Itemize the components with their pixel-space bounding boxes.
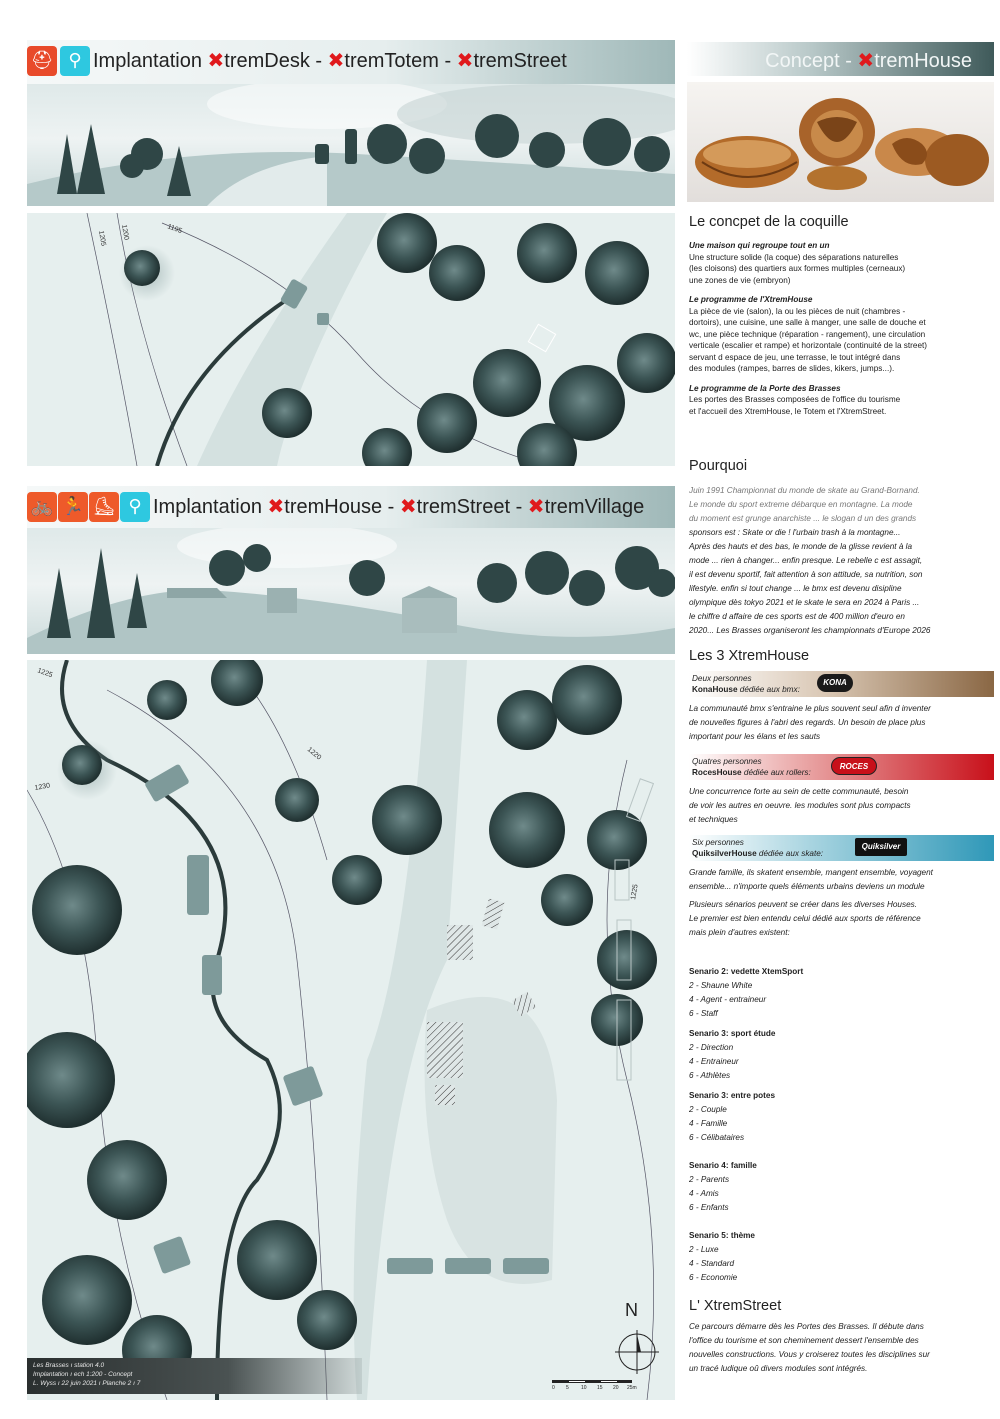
title-sep: - [382,496,400,518]
kona-text [689,702,994,744]
contour-label: 1225 [630,883,640,901]
text-line: l'office du tourisme et son cheminement dessert l'ensemble des [689,1336,919,1345]
scale-bar-graphic [552,1380,632,1383]
pourquoi-heading: Pourquoi [689,458,748,474]
text-line: Une concurrence forte au sein de cette communauté, besoin [689,787,909,796]
scenario-item: 2 - Shaune White [689,981,753,990]
text-line: mais plein d'autres existent: [689,928,790,937]
banner-title-2 [153,494,644,519]
hardhat-icon: ⛑ [27,46,57,76]
roces-band [689,754,994,780]
text-line: dortoirs), une cuisine, une salle à manger, une salle de douche et [689,318,926,327]
roces-text [689,785,994,827]
kona-dedication: dédiée aux bmx: [737,684,800,694]
title-item: tremTotem [344,50,439,72]
north-compass [615,1300,659,1380]
pourquoi-section [689,458,994,638]
scenario-item: 6 - Célibataires [689,1133,745,1142]
text-line: (les cloisons) des quartiers aux formes multiples (cerneaux) [689,264,906,273]
text-line: important pour les élans et les sauts [689,732,821,741]
title-prefix: Implantation [93,50,202,72]
scenario-item: 2 - Parents [689,1175,730,1184]
concept-banner [687,42,994,76]
section-elevation-2 [27,528,675,654]
scenario-title: Senario 2: vedette XtemSport [689,967,804,976]
scenario-block [689,1027,775,1083]
xtremhouse-section [689,648,994,940]
text-line: de nouvelles figures à l'abri des regards. Un besoin de place plus [689,718,926,727]
walnut-photo [687,82,994,202]
scale-label: 10 [581,1385,587,1391]
kona-persons: Deux personnes [692,674,752,683]
pourquoi-text [689,526,994,638]
concept-title [765,48,972,73]
text-line: Plusieurs sénarios peuvent se créer dans les diverses Houses. [689,900,917,909]
scenario-block [689,1159,757,1215]
title-sep: - [309,50,328,72]
plan-drawing-2 [27,660,675,1400]
scenario-item: 2 - Direction [689,1043,734,1052]
text-line: 2020... Les Brasses organiseront les championnats d'Europe 2026 [689,626,931,635]
contour-label: 1220 [305,746,323,762]
contour-label: 1205 [97,230,107,247]
x-mark: ✖ [527,494,545,518]
scenario-title: Senario 4: famille [689,1161,757,1170]
skater-icon: 🏃 [58,492,88,522]
x-mark: ✖ [399,494,417,518]
scenario-block [689,965,803,1021]
text-line: nouvelles constructions. Vous y croiserez toutes les disciplines sur [689,1350,930,1359]
text-line: La communauté bmx s'entraine le plus souvent seul afin d inventer [689,704,931,713]
text-line: Après des hauts et des bas, le monde de la glisse revient à la [689,542,913,551]
walnut-illustration [687,82,994,202]
x-mark: ✖ [267,494,285,518]
houses-heading: Les 3 XtremHouse [689,648,810,664]
elevation-drawing-2 [27,528,675,654]
text-line: verticale (escalier et rampe) et horizontale (continuité de la street) [689,341,928,350]
porte-subheading: Le programme de la Porte des Brasses [689,383,841,393]
x-mark: ✖ [327,48,345,72]
program-text [689,306,994,375]
text-line: Les portes des Brasses composées de l'office du tourisme [689,395,901,404]
text-line: de voir les autres en oeuvre. les modules sont plus compacts [689,801,911,810]
title-sep: - [510,496,528,518]
site-plan-2 [27,660,675,1400]
xtremstreet-section [689,1298,994,1376]
text-line: du moment est grunge anarchiste ... le slogan d un des grands [689,514,917,523]
text-line: des modules (rampes, barres de slides, kikers, jumps...). [689,364,895,373]
scenario-block [689,1229,755,1285]
scenario-item: 4 - Amis [689,1189,719,1198]
scenario-block [689,1089,775,1145]
shell-concept-section [689,214,994,417]
caption-line: Implantation ı ech 1:200 - Concept [33,1371,133,1378]
x-mark: ✖ [207,48,225,72]
scenario-item: 6 - Athlètes [689,1071,731,1080]
text-line: servant d espace de jeu, une terrasse, le tout intégré dans [689,352,901,362]
x-mark: ✖ [857,48,875,72]
scenario-item: 6 - Enfants [689,1203,729,1212]
quik-name: QuiksilverHouse [692,848,757,858]
scale-label: 15 [597,1385,603,1391]
porte-text [689,394,994,417]
scenario-title: Senario 5: thème [689,1231,755,1240]
title-prefix: Implantation [153,496,262,518]
bmx-icon: 🚲 [27,492,57,522]
text-line: mode ... rien à changer... enfin presque. Le rebelle c est assagit, [689,556,923,565]
quik-text [689,866,994,894]
caption-line: Les Brasses ı station 4.0 [33,1362,105,1369]
trees [119,213,675,466]
title-item: tremStreet [416,496,511,518]
shell-subheading: Une maison qui regroupe tout en un [689,241,830,250]
caption-line: L. Wyss ı 22 juin 2021 ı Planche 2 ı 7 [33,1380,141,1387]
concept-title-suffix: tremHouse [874,50,972,72]
scenario-item: 4 - Famille [689,1119,728,1128]
text-line: Ce parcours démarre dès les Portes des Brasses. Il débute dans [689,1322,924,1331]
scale-label: 0 [552,1385,555,1391]
x-mark: ✖ [456,48,474,72]
concept-title-prefix: Concept - [765,50,858,72]
scenario-item: 2 - Luxe [689,1245,719,1254]
title-item: tremVillage [544,496,645,518]
scale-bar [552,1380,642,1394]
contour-label: 1230 [34,782,51,792]
quik-dedication: dédiée aux skate: [756,848,824,858]
scenario-title: Senario 3: entre potes [689,1091,775,1100]
contour-label: 1200 [120,224,130,241]
north-label: N [625,1300,638,1320]
text-line: sponsors est : Skate or die ! l'urbain trash à la montagne... [689,528,901,537]
scale-label: 20 [613,1385,619,1391]
text-line: le chiffre d affaire de ces sports est de 400 million d'euro en [689,612,905,621]
roces-dedication: dédiée aux rollers: [741,767,811,777]
roces-logo: ROCES [831,757,877,775]
text-line: Le monde du sport extreme débarque en montagne. La mode [689,500,913,509]
scenario-item: 2 - Couple [689,1105,727,1114]
search-person-icon: ⚲ [120,492,150,522]
program-subheading: Le programme de l'XtremHouse [689,295,813,304]
contour-label: 1225 [36,667,54,680]
text-line: il est devenu sportif, fait attention à son attitude, sa nutrition, son [689,570,923,579]
elevation-drawing-1 [27,84,675,206]
kona-name: KonaHouse [692,684,738,694]
text-line: une zones de vie (embryon) [689,275,791,285]
roller-icon: ⛸ [89,492,119,522]
text-line: un tracé ludique oû divers modules sont intégrés. [689,1364,868,1373]
text-line: Le premier est bien entendu celui dédié aux sports de référence [689,914,921,923]
roces-name: RocesHouse [692,767,742,777]
text-line: wc, une pièce technique (réparation - rangement), une circulation [689,329,926,339]
roces-persons: Quatres personnes [692,757,762,766]
scenario-title: Senario 3: sport étude [689,1029,776,1038]
text-line: Juin 1991 Championnat du monde de skate au Grand-Bornand. [689,486,920,495]
scenario-item: 4 - Entraineur [689,1057,739,1066]
text-line: La pièce de vie (salon), la ou les pièces de nuit (chambres - [689,306,906,316]
text-line: Une structure solide (la coque) des séparations naturelles [689,252,899,262]
contour-label: 1195 [166,223,183,236]
section-elevation-1 [27,84,675,206]
search-person-icon: ⚲ [60,46,90,76]
text-line: olympique dès tokyo 2021 et le skate le sera en 2024 à Paris ... [689,598,920,607]
kona-band [689,671,994,697]
plan-drawing-1 [27,213,675,466]
scale-label: 25m [627,1385,637,1391]
scenario-item: 6 - Staff [689,1009,718,1018]
scenario-item: 4 - Agent - entraineur [689,995,767,1004]
scale-label: 5 [566,1385,569,1391]
shell-heading: Le concpet de la coquille [689,214,849,230]
scenarios-intro [689,898,994,940]
title-item: tremHouse [284,496,383,518]
title-item: tremDesk [224,50,310,72]
quik-persons: Six personnes [692,838,744,847]
scenario-item: 4 - Standard [689,1259,735,1268]
text-line: et l'accueil des XtremHouse, le Totem et l'XtremStreet. [689,406,887,416]
pourquoi-intro [689,484,994,526]
quiksilver-logo: Quiksilver [855,838,907,856]
implantation-banner-2 [27,486,675,530]
implantation-banner-1 [27,40,675,84]
quiksilver-band [689,835,994,861]
quik-title [692,849,991,860]
text-line: ensemble... n'importe quels éléments urbains deviens un module [689,882,925,891]
text-line: Grande famille, ils skatent ensemble, mangent ensemble, voyagent [689,868,933,877]
site-plan-1 [27,213,675,466]
street-heading: L' XtremStreet [689,1298,782,1314]
text-line: lifestyle. enfin si tout change ... le bmx est devenu disipline [689,584,902,593]
street-text [689,1320,994,1376]
text-line: et techniques [689,815,738,824]
title-item: tremStreet [473,50,567,72]
plate-caption [27,1358,362,1394]
compass-rose-icon [615,1330,659,1374]
banner-title-1 [93,48,567,73]
shell-text [689,252,994,287]
title-sep: - [438,50,457,72]
kona-logo: KONA [817,674,853,692]
scenario-item: 6 - Economie [689,1273,738,1282]
